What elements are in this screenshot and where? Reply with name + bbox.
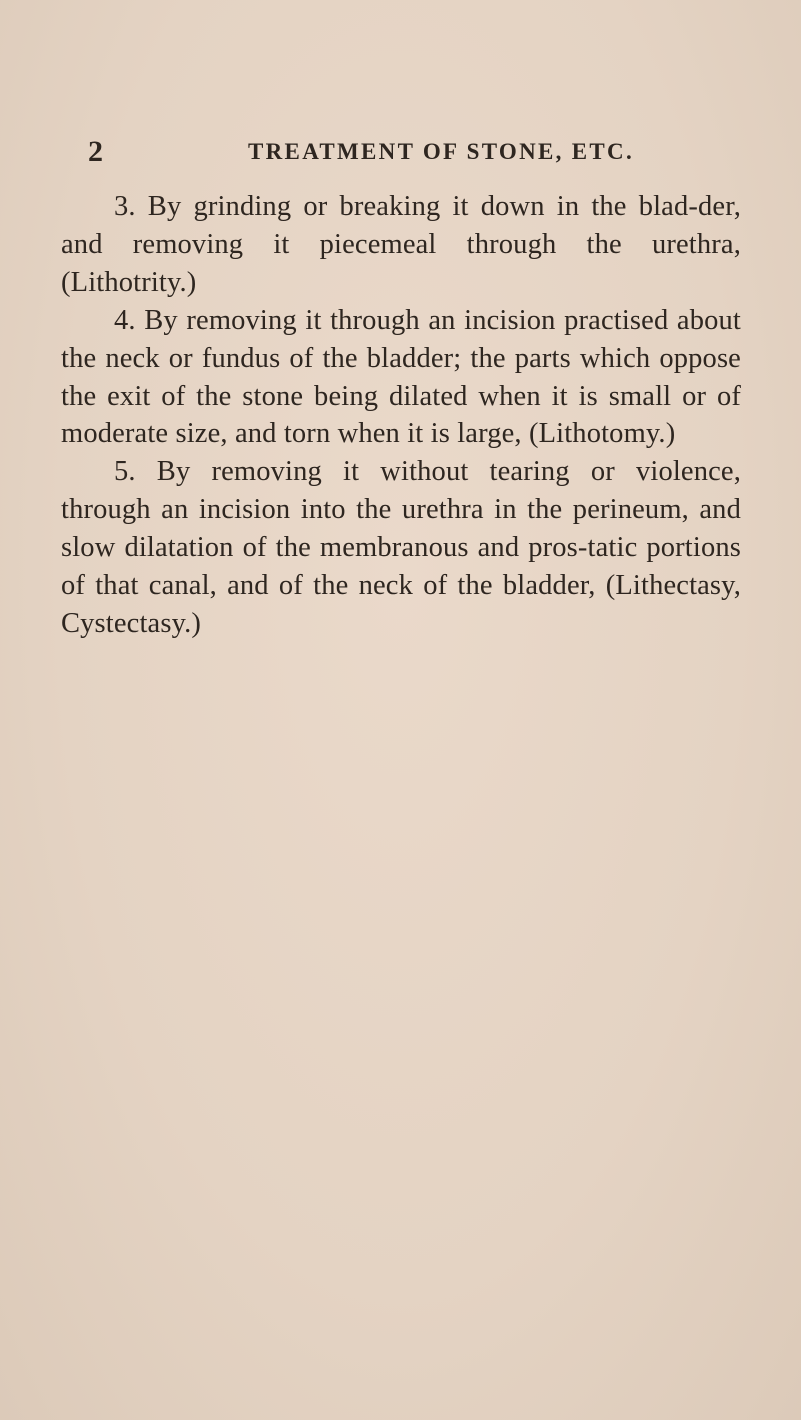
page-number: 2 [88, 135, 103, 168]
paragraph-lithotomy: 4. By removing it through an incision practised about the neck or fundus of the bladder; the parts which oppose the exit of the stone being dilated when it is small or of moderate size, and torn when it is large, (Lithotomy.) [61, 304, 741, 450]
paragraph-lithotrity: 3. By grinding or breaking it down in the blad-der, and removing it piecemeal through the urethra, (Lithotrity.) [61, 191, 741, 298]
body-text [61, 188, 741, 643]
running-head [88, 132, 748, 172]
running-title: TREATMENT OF STONE, ETC. [248, 139, 635, 164]
paragraph-lithectasy: 5. By removing it without tearing or violence, through an incision into the urethra in the perineum, and slow dilatation of the membranous and pros-tatic portions of that canal, and of the neck of the bladder, (Lithectasy, Cystectasy.) [61, 456, 741, 639]
